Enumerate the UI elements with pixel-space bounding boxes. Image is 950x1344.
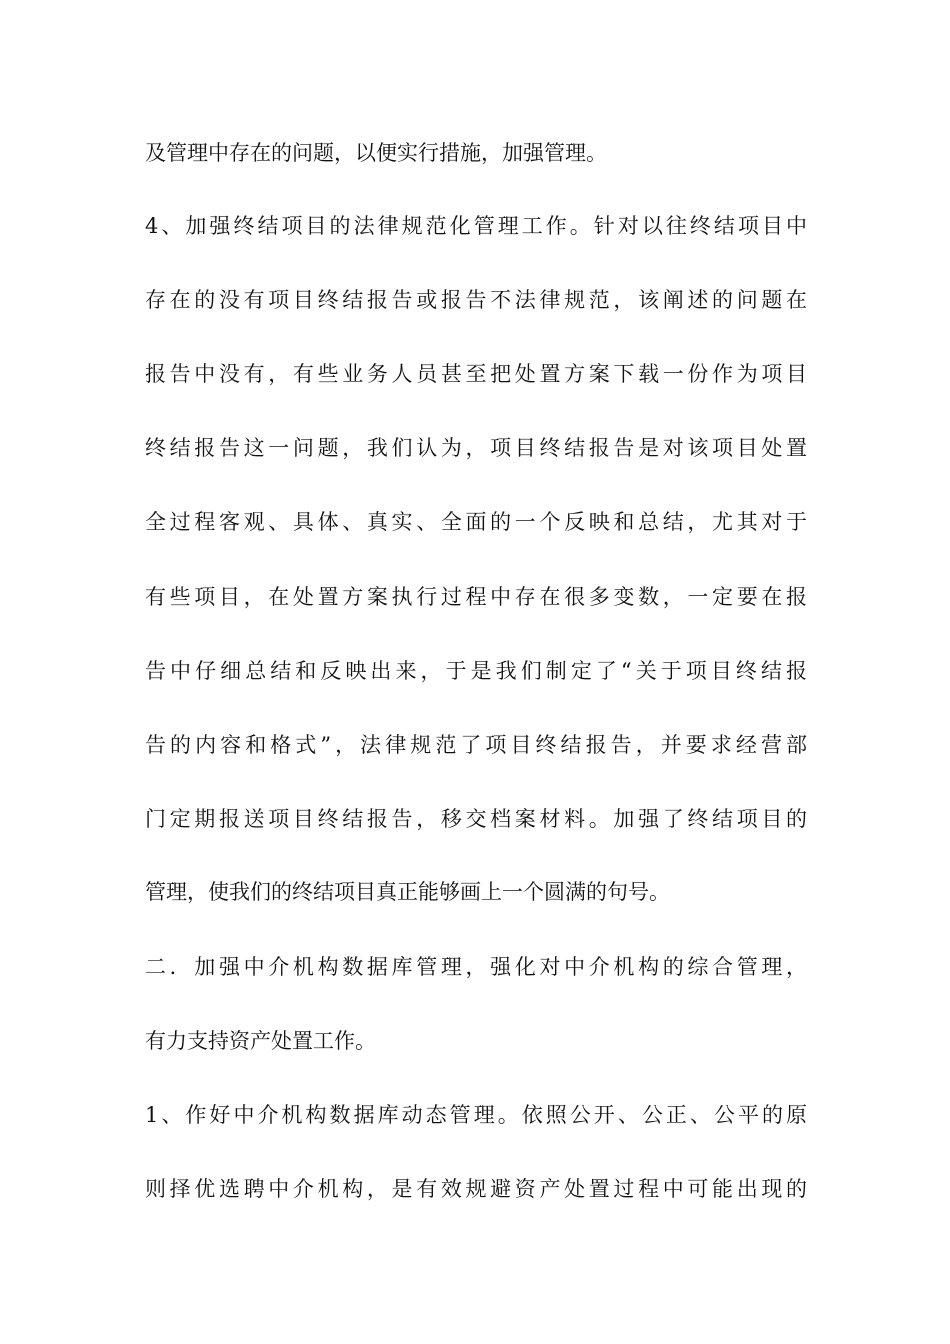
text-line-4: 报告中没有，有些业务人员甚至把处置方案下载一份作为项目 [145,362,807,386]
text-line-1: 及管理中存在的问题，以便实行措施，加强管理。 [145,141,607,165]
text-line-8: 告中仔细总结和反映出来，于是我们制定了“关于项目终结报 [145,659,807,683]
text-line-3: 存在的没有项目终结报告或报告不法律规范，该阐述的问题在 [145,288,807,312]
text-line-2: 4、加强终结项目的法律规范化管理工作。针对以往终结项目中 [145,214,807,238]
text-line-13: 有力支持资产处置工作。 [145,1029,376,1053]
text-line-14: 1、作好中介机构数据库动态管理。依照公开、公正、公平的原 [145,1103,807,1127]
text-line-10: 门定期报送项目终结报告，移交档案材料。加强了终结项目的 [145,807,807,831]
text-line-11: 管理，使我们的终结项目真正能够画上一个圆满的句号。 [145,880,670,904]
text-line-5: 终结报告这一问题，我们认为，项目终结报告是对该项目处置 [145,436,807,460]
text-line-6: 全过程客观、具体、真实、全面的一个反映和总结，尤其对于 [145,510,807,534]
text-line-9: 告的内容和格式”，法律规范了项目终结报告，并要求经营部 [145,733,807,757]
text-line-7: 有些项目，在处置方案执行过程中存在很多变数，一定要在报 [145,585,807,609]
text-line-15: 则择优选聘中介机构，是有效规避资产处置过程中可能出现的 [145,1177,807,1201]
text-line-12: 二．加强中介机构数据库管理，强化对中介机构的综合管理， [145,955,807,979]
